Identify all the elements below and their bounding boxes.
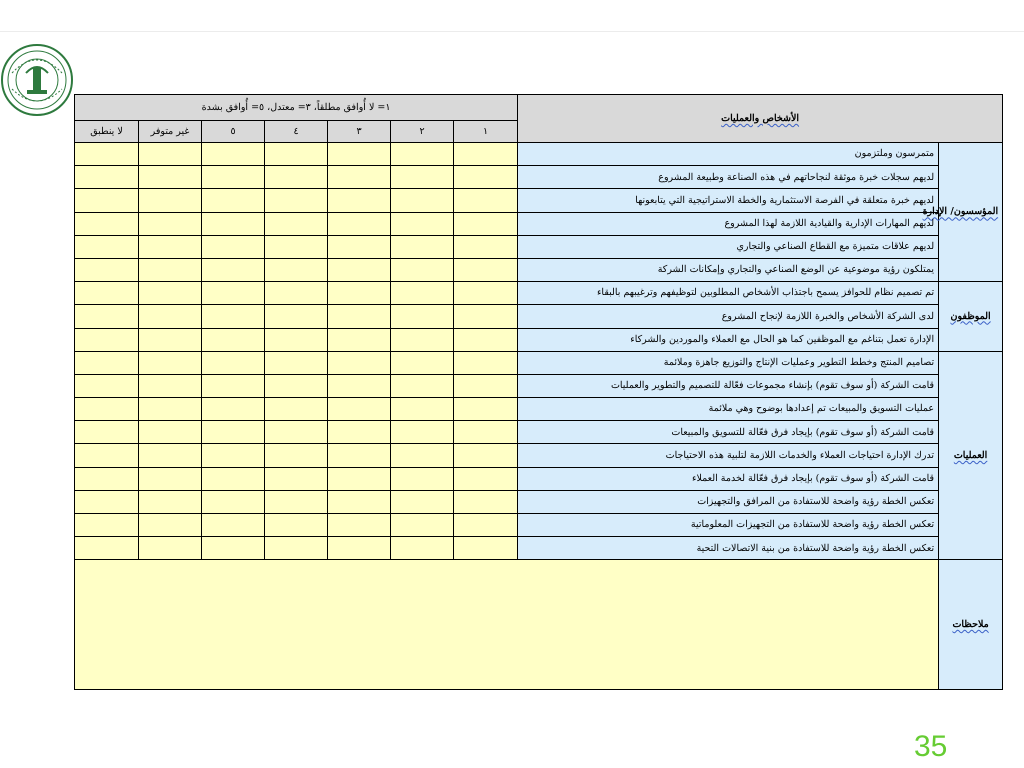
criterion-statement: لديهم المهارات الإدارية والقيادية اللازمة لهذا المشروع [518, 212, 939, 235]
criterion-statement: تعكس الخطة رؤية واضحة للاستفادة من المرافق والتجهيزات [518, 490, 939, 513]
criterion-statement: لديهم علاقات متميزة مع القطاع الصناعي والتجاري [518, 235, 939, 258]
rating-cell[interactable] [139, 282, 202, 305]
rating-cell[interactable] [265, 537, 328, 560]
table-row [75, 421, 1003, 444]
rating-column-header: ٢ [391, 121, 454, 143]
rating-cell[interactable] [75, 328, 139, 351]
rating-cell[interactable] [391, 398, 454, 421]
group-label [939, 282, 1003, 352]
rating-cell[interactable] [202, 490, 265, 513]
criterion-statement: متمرسون وملتزمون [518, 143, 939, 166]
criterion-statement: عمليات التسويق والمبيعات تم إعدادها بوضوح وهي ملائمة [518, 398, 939, 421]
table-row [75, 537, 1003, 560]
rating-cell[interactable] [328, 421, 391, 444]
section-title [518, 95, 1003, 143]
rating-cell[interactable] [328, 537, 391, 560]
rating-cell[interactable] [202, 421, 265, 444]
rating-cell[interactable] [265, 143, 328, 166]
rating-cell[interactable] [139, 467, 202, 490]
rating-cell[interactable] [139, 143, 202, 166]
rating-cell[interactable] [265, 351, 328, 374]
table-row [75, 235, 1003, 258]
rating-cell[interactable] [75, 467, 139, 490]
label-text: العمليات [953, 449, 988, 461]
rating-column-header: لا ينطبق [75, 121, 139, 143]
rating-cell[interactable] [265, 467, 328, 490]
rating-cell[interactable] [139, 258, 202, 281]
table-row [75, 305, 1003, 328]
rating-column-header: ٣ [328, 121, 391, 143]
rating-cell[interactable] [454, 143, 518, 166]
rating-cell[interactable] [75, 398, 139, 421]
table-row [75, 374, 1003, 397]
rating-cell[interactable] [265, 328, 328, 351]
rating-cell[interactable] [75, 351, 139, 374]
rating-cell[interactable] [391, 328, 454, 351]
label-text: المؤسسون/ الإدارة [922, 206, 999, 218]
rating-cell[interactable] [202, 282, 265, 305]
criterion-statement: لديهم خبرة متعلقة في الفرصة الاستثمارية والخطة الاستراتيجية التي يتابعونها [518, 189, 939, 212]
rating-cell[interactable] [202, 235, 265, 258]
rating-cell[interactable] [391, 374, 454, 397]
rating-cell[interactable] [328, 166, 391, 189]
rating-cell[interactable] [265, 514, 328, 537]
rating-cell[interactable] [139, 235, 202, 258]
rating-cell[interactable] [391, 537, 454, 560]
rating-cell[interactable] [454, 189, 518, 212]
rating-cell[interactable] [391, 305, 454, 328]
group-label [922, 143, 1003, 282]
rating-cell[interactable] [202, 351, 265, 374]
rating-cell[interactable] [391, 490, 454, 513]
rating-cell[interactable] [202, 143, 265, 166]
table-row [75, 351, 1003, 374]
rating-cell[interactable] [328, 467, 391, 490]
rating-cell[interactable] [139, 328, 202, 351]
rating-cell[interactable] [202, 212, 265, 235]
rating-cell[interactable] [391, 235, 454, 258]
criterion-statement: الإدارة تعمل بتناغم مع الموظفين كما هو الحال مع العملاء والموردين والشركاء [518, 328, 939, 351]
criterion-statement: تصاميم المنتج وخطط التطوير وعمليات الإنتاج والتوزيع جاهزة وملائمة [518, 351, 939, 374]
rating-cell[interactable] [328, 490, 391, 513]
criterion-statement: تدرك الإدارة احتياجات العملاء والخدمات اللازمة لتلبية هذه الاحتياجات [518, 444, 939, 467]
rating-cell[interactable] [328, 374, 391, 397]
rating-cell[interactable] [328, 328, 391, 351]
rating-column-header: ١ [454, 121, 518, 143]
rating-cell[interactable] [454, 282, 518, 305]
rating-cell[interactable] [202, 537, 265, 560]
rating-cell[interactable] [454, 235, 518, 258]
rating-cell[interactable] [139, 351, 202, 374]
rating-cell[interactable] [265, 398, 328, 421]
rating-cell[interactable] [454, 258, 518, 281]
rating-cell[interactable] [391, 514, 454, 537]
rating-cell[interactable] [391, 166, 454, 189]
rating-cell[interactable] [139, 444, 202, 467]
table-row [75, 467, 1003, 490]
rating-cell[interactable] [328, 282, 391, 305]
label-text: الموظفون [950, 310, 991, 322]
rating-cell[interactable] [391, 143, 454, 166]
criterion-statement: قامت الشركة (أو سوف تقوم) بإيجاد فرق فعّالة لخدمة العملاء [518, 467, 939, 490]
rating-cell[interactable] [139, 212, 202, 235]
rating-cell[interactable] [139, 398, 202, 421]
rating-cell[interactable] [265, 166, 328, 189]
rating-cell[interactable] [139, 166, 202, 189]
rating-cell[interactable] [328, 305, 391, 328]
rating-cell[interactable] [328, 189, 391, 212]
table-row [75, 490, 1003, 513]
rating-cell[interactable] [265, 282, 328, 305]
rating-column-header: غير متوفر [139, 121, 202, 143]
rating-cell[interactable] [202, 467, 265, 490]
rating-cell[interactable] [139, 189, 202, 212]
scale-legend: ١= لا أُوافق مطلقاً، ٣= معتدل، ٥= أُوافق بشدة [75, 95, 518, 121]
rating-cell[interactable] [391, 258, 454, 281]
criterion-statement: لديهم سجلات خبرة موثقة لنجاحاتهم في هذه الصناعة وطبيعة المشروع [518, 166, 939, 189]
rating-cell[interactable] [75, 235, 139, 258]
page-number: 35 [914, 730, 948, 763]
rating-cell[interactable] [75, 258, 139, 281]
rating-cell[interactable] [391, 282, 454, 305]
table-row [75, 444, 1003, 467]
rating-cell[interactable] [265, 258, 328, 281]
rating-cell[interactable] [328, 235, 391, 258]
criterion-statement: لدى الشركة الأشخاص والخبرة اللازمة لإنجاح المشروع [518, 305, 939, 328]
rating-cell[interactable] [391, 212, 454, 235]
notes-area[interactable] [75, 560, 939, 690]
rating-cell[interactable] [202, 514, 265, 537]
rating-cell[interactable] [454, 351, 518, 374]
rating-cell[interactable] [265, 235, 328, 258]
rating-cell[interactable] [454, 467, 518, 490]
rating-cell[interactable] [328, 258, 391, 281]
rating-cell[interactable] [454, 398, 518, 421]
rating-cell[interactable] [454, 166, 518, 189]
university-seal-icon [0, 43, 74, 117]
rating-cell[interactable] [202, 258, 265, 281]
criterion-statement: تعكس الخطة رؤية واضحة للاستفادة من التجهيزات المعلوماتية [518, 514, 939, 537]
rating-cell[interactable] [454, 421, 518, 444]
rating-cell[interactable] [202, 398, 265, 421]
notes-label [939, 560, 1003, 690]
rating-cell[interactable] [139, 514, 202, 537]
top-divider [0, 31, 1024, 32]
table-row [75, 212, 1003, 235]
rating-cell[interactable] [391, 467, 454, 490]
rating-cell[interactable] [454, 514, 518, 537]
rating-cell[interactable] [328, 351, 391, 374]
rating-cell[interactable] [75, 166, 139, 189]
rating-cell[interactable] [265, 189, 328, 212]
table-row [75, 282, 1003, 305]
rating-cell[interactable] [75, 421, 139, 444]
criterion-statement: يمتلكون رؤية موضوعية عن الوضع الصناعي والتجاري وإمكانات الشركة [518, 258, 939, 281]
table-row [75, 328, 1003, 351]
rating-cell[interactable] [328, 212, 391, 235]
rating-cell[interactable] [75, 189, 139, 212]
rating-cell[interactable] [328, 444, 391, 467]
rating-cell[interactable] [75, 537, 139, 560]
rating-cell[interactable] [202, 444, 265, 467]
table-row [75, 514, 1003, 537]
table-row [75, 258, 1003, 281]
rating-cell[interactable] [265, 444, 328, 467]
rating-cell[interactable] [265, 490, 328, 513]
rating-cell[interactable] [265, 305, 328, 328]
rating-cell[interactable] [75, 143, 139, 166]
rating-cell[interactable] [75, 490, 139, 513]
rating-column-header: ٤ [265, 121, 328, 143]
rating-cell[interactable] [202, 189, 265, 212]
table-row [75, 189, 1003, 212]
rating-cell[interactable] [454, 537, 518, 560]
rating-cell[interactable] [75, 212, 139, 235]
criterion-statement: تعكس الخطة رؤية واضحة للاستفادة من بنية الاتصالات التحية [518, 537, 939, 560]
rating-cell[interactable] [454, 490, 518, 513]
rating-cell[interactable] [265, 374, 328, 397]
evaluation-table [74, 94, 1003, 690]
rating-cell[interactable] [391, 421, 454, 444]
rating-cell[interactable] [75, 514, 139, 537]
rating-cell[interactable] [139, 537, 202, 560]
rating-cell[interactable] [202, 305, 265, 328]
rating-cell[interactable] [454, 212, 518, 235]
table-row [75, 143, 1003, 166]
rating-cell[interactable] [75, 305, 139, 328]
rating-cell[interactable] [391, 189, 454, 212]
rating-cell[interactable] [391, 351, 454, 374]
rating-column-header: ٥ [202, 121, 265, 143]
rating-cell[interactable] [139, 305, 202, 328]
rating-cell[interactable] [265, 421, 328, 444]
table-row [75, 166, 1003, 189]
rating-cell[interactable] [202, 328, 265, 351]
rating-cell[interactable] [454, 305, 518, 328]
rating-cell[interactable] [454, 444, 518, 467]
rating-cell[interactable] [265, 212, 328, 235]
criterion-statement: قامت الشركة (أو سوف تقوم) بإنشاء مجموعات فعّالة للتصميم والتطوير والعمليات [518, 374, 939, 397]
label-text: ملاحظات [952, 619, 989, 631]
rating-cell[interactable] [328, 514, 391, 537]
group-label [939, 351, 1003, 560]
rating-cell[interactable] [75, 374, 139, 397]
rating-cell[interactable] [139, 374, 202, 397]
rating-cell[interactable] [328, 398, 391, 421]
rating-cell[interactable] [454, 374, 518, 397]
criterion-statement: قامت الشركة (أو سوف تقوم) بإيجاد فرق فعّالة للتسويق والمبيعات [518, 421, 939, 444]
rating-cell[interactable] [202, 166, 265, 189]
label-text: الأشخاص والعمليات [721, 112, 800, 124]
rating-cell[interactable] [202, 374, 265, 397]
rating-cell[interactable] [139, 421, 202, 444]
rating-cell[interactable] [328, 143, 391, 166]
criterion-statement: تم تصميم نظام للحوافز يسمح باجتذاب الأشخاص المطلوبين لتوظيفهم وترغيبهم بالبقاء [518, 282, 939, 305]
table-row [75, 398, 1003, 421]
rating-cell[interactable] [139, 490, 202, 513]
rating-cell[interactable] [454, 328, 518, 351]
rating-cell[interactable] [75, 282, 139, 305]
rating-cell[interactable] [75, 444, 139, 467]
evaluation-sheet [74, 94, 1002, 688]
rating-cell[interactable] [391, 444, 454, 467]
